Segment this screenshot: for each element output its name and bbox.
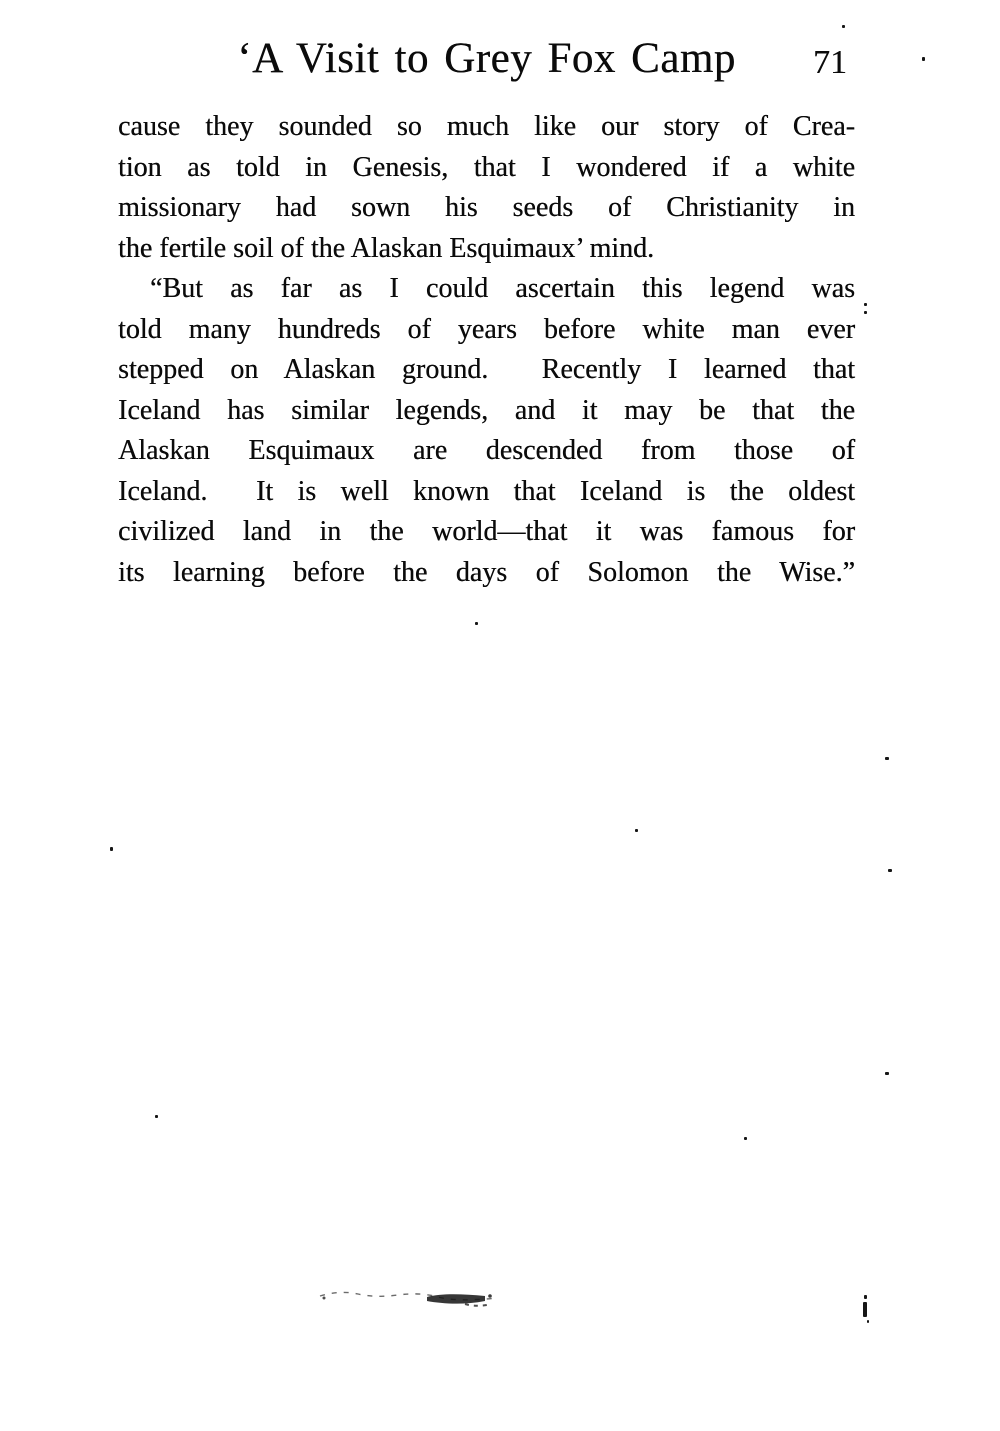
text-line: civilized land in the world—that it was famous for	[118, 516, 855, 547]
ink-mark	[867, 1320, 869, 1323]
text-line: Iceland. It is well known that Iceland is the oldest	[118, 475, 855, 507]
text-line: “But as far as I could ascertain this legend was	[150, 273, 855, 304]
scan-speck	[110, 847, 113, 851]
scan-speck	[155, 1115, 158, 1118]
page-number: 71	[813, 44, 847, 81]
text-line: stepped on Alaskan ground. Recently I learned that	[118, 354, 855, 385]
paragraph-2	[118, 269, 855, 593]
paragraph-1	[118, 107, 855, 269]
text-line: missionary had sown his seeds of Christianity in	[118, 192, 855, 223]
page-header	[118, 36, 855, 82]
scan-speck	[922, 57, 925, 61]
scan-speck	[635, 829, 638, 832]
scan-speck	[475, 622, 478, 625]
ink-mark	[863, 1302, 867, 1317]
running-title: ‘A Visit to Grey Fox Camp	[237, 35, 736, 82]
text-line: tion as told in Genesis, that I wondered if a white	[118, 151, 855, 183]
text-line: cause they sounded so much like our story of Crea-	[118, 111, 855, 142]
text-line: Iceland has similar legends, and it may be that the	[118, 394, 855, 426]
scan-speck	[842, 25, 845, 28]
scan-speck	[864, 303, 867, 306]
text-line: its learning before the days of Solomon the Wise.”	[118, 556, 855, 588]
scan-speck	[885, 757, 889, 760]
scan-speck	[744, 1137, 747, 1140]
text-line: the fertile soil of the Alaskan Esquimaux’ mind.	[118, 232, 655, 264]
scan-smudge-artifact	[315, 1283, 510, 1313]
scan-speck	[888, 869, 892, 872]
ink-mark	[864, 1295, 867, 1299]
scan-speck	[885, 1072, 889, 1075]
text-block	[118, 107, 855, 593]
scan-speck	[864, 311, 867, 314]
text-line: told many hundreds of years before white man ever	[118, 313, 855, 345]
text-line: Alaskan Esquimaux are descended from those of	[118, 435, 855, 466]
